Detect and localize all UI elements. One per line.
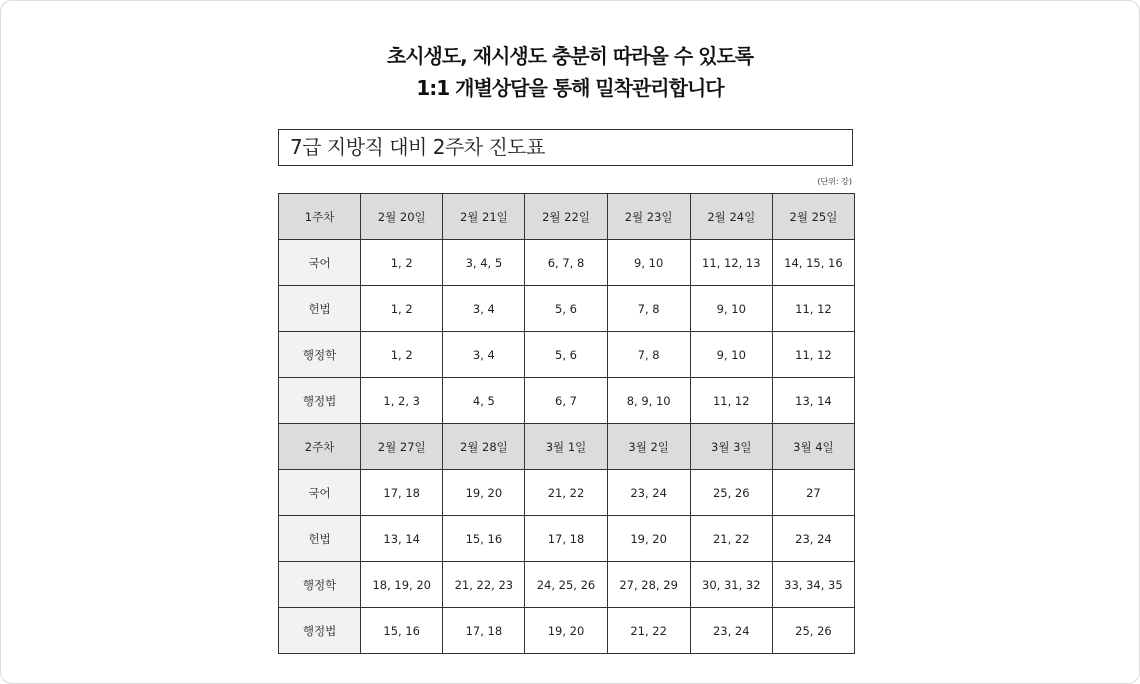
table-row <box>279 378 855 424</box>
lecture-cell: 5, 6 <box>525 286 607 332</box>
lecture-cell: 6, 7, 8 <box>525 240 607 286</box>
lecture-cell: 21, 22, 23 <box>443 562 525 608</box>
lecture-cell: 15, 16 <box>361 608 443 654</box>
lecture-cell: 11, 12 <box>772 332 854 378</box>
lecture-cell: 7, 8 <box>607 286 690 332</box>
subject-label: 행정법 <box>279 608 361 654</box>
lecture-cell: 27, 28, 29 <box>607 562 690 608</box>
lecture-cell: 3, 4 <box>443 332 525 378</box>
date-cell: 2월 20일 <box>361 194 443 240</box>
lecture-cell: 23, 24 <box>690 608 772 654</box>
date-cell: 3월 4일 <box>772 424 854 470</box>
week-header-row <box>279 194 855 240</box>
lecture-cell: 11, 12, 13 <box>690 240 772 286</box>
lecture-cell: 1, 2 <box>361 332 443 378</box>
lecture-cell: 11, 12 <box>690 378 772 424</box>
subject-label: 국어 <box>279 240 361 286</box>
lecture-cell: 8, 9, 10 <box>607 378 690 424</box>
lecture-cell: 19, 20 <box>443 470 525 516</box>
lecture-cell: 33, 34, 35 <box>772 562 854 608</box>
subject-label: 행정학 <box>279 562 361 608</box>
table-row <box>279 516 855 562</box>
date-cell: 2월 28일 <box>443 424 525 470</box>
date-cell: 2월 21일 <box>443 194 525 240</box>
table-row <box>279 608 855 654</box>
week-header-row <box>279 424 855 470</box>
headline-line-2: 1:1 개별상담을 통해 밀착관리합니다 <box>416 76 724 100</box>
date-cell: 2월 22일 <box>525 194 607 240</box>
lecture-cell: 1, 2, 3 <box>361 378 443 424</box>
lecture-cell: 30, 31, 32 <box>690 562 772 608</box>
table-row <box>279 240 855 286</box>
lecture-cell: 15, 16 <box>443 516 525 562</box>
date-cell: 2월 24일 <box>690 194 772 240</box>
date-cell: 3월 1일 <box>525 424 607 470</box>
lecture-cell: 1, 2 <box>361 286 443 332</box>
lecture-cell: 19, 20 <box>607 516 690 562</box>
lecture-cell: 3, 4 <box>443 286 525 332</box>
lecture-cell: 14, 15, 16 <box>772 240 854 286</box>
lecture-cell: 13, 14 <box>361 516 443 562</box>
lecture-cell: 17, 18 <box>361 470 443 516</box>
date-cell: 3월 3일 <box>690 424 772 470</box>
week-label: 1주차 <box>279 194 361 240</box>
lecture-cell: 13, 14 <box>772 378 854 424</box>
date-cell: 2월 25일 <box>772 194 854 240</box>
lecture-cell: 18, 19, 20 <box>361 562 443 608</box>
lecture-cell: 21, 22 <box>525 470 607 516</box>
lecture-cell: 21, 22 <box>607 608 690 654</box>
table-row <box>279 332 855 378</box>
lecture-cell: 19, 20 <box>525 608 607 654</box>
date-cell: 3월 2일 <box>607 424 690 470</box>
progress-table <box>278 193 855 654</box>
lecture-cell: 11, 12 <box>772 286 854 332</box>
lecture-cell: 9, 10 <box>690 332 772 378</box>
date-cell: 2월 23일 <box>607 194 690 240</box>
subject-label: 행정법 <box>279 378 361 424</box>
subject-label: 헌법 <box>279 516 361 562</box>
lecture-cell: 25, 26 <box>690 470 772 516</box>
lecture-cell: 23, 24 <box>607 470 690 516</box>
lecture-cell: 1, 2 <box>361 240 443 286</box>
subject-label: 국어 <box>279 470 361 516</box>
lecture-cell: 25, 26 <box>772 608 854 654</box>
lecture-cell: 9, 10 <box>607 240 690 286</box>
subject-label: 행정학 <box>279 332 361 378</box>
lecture-cell: 5, 6 <box>525 332 607 378</box>
date-cell: 2월 27일 <box>361 424 443 470</box>
lecture-cell: 17, 18 <box>443 608 525 654</box>
lecture-cell: 7, 8 <box>607 332 690 378</box>
unit-note: (단위: 강) <box>817 177 852 186</box>
table-row <box>279 470 855 516</box>
subject-label: 헌법 <box>279 286 361 332</box>
lecture-cell: 27 <box>772 470 854 516</box>
lecture-cell: 4, 5 <box>443 378 525 424</box>
lecture-cell: 23, 24 <box>772 516 854 562</box>
lecture-cell: 21, 22 <box>690 516 772 562</box>
lecture-cell: 17, 18 <box>525 516 607 562</box>
lecture-cell: 24, 25, 26 <box>525 562 607 608</box>
table-row <box>279 286 855 332</box>
lecture-cell: 9, 10 <box>690 286 772 332</box>
week-label: 2주차 <box>279 424 361 470</box>
lecture-cell: 3, 4, 5 <box>443 240 525 286</box>
schedule-title: 7급 지방직 대비 2주차 진도표 <box>278 129 853 166</box>
table-row <box>279 562 855 608</box>
headline-line-1: 초시생도, 재시생도 충분히 따라올 수 있도록 <box>386 44 754 68</box>
lecture-cell: 6, 7 <box>525 378 607 424</box>
